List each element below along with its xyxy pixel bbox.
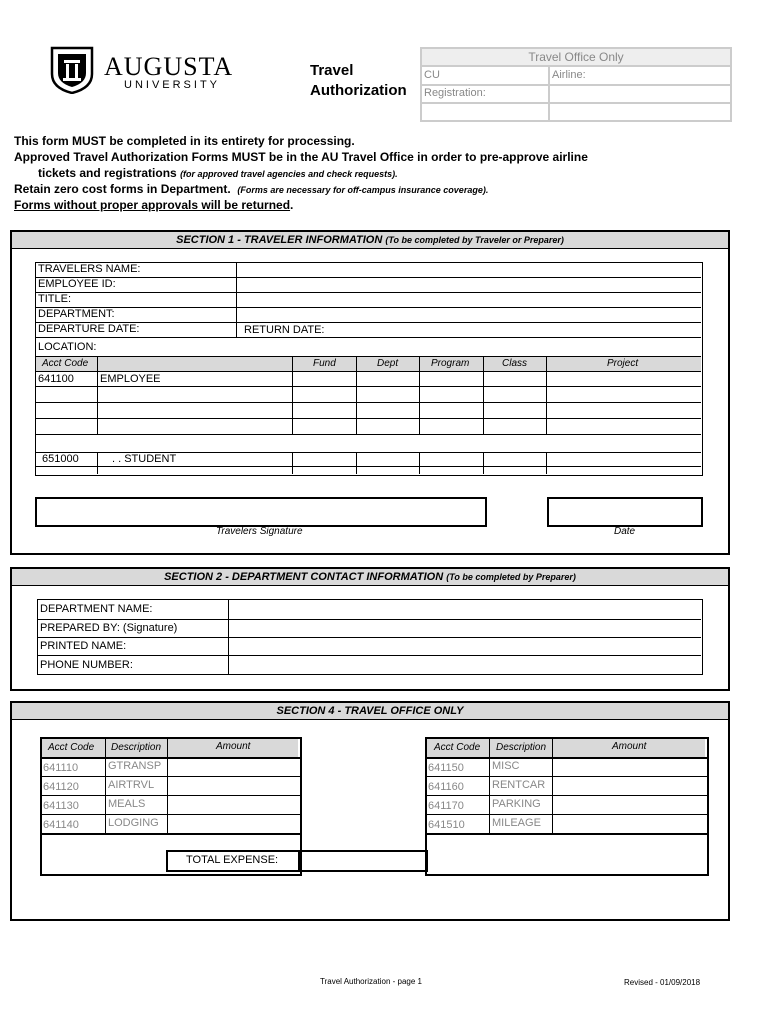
ledger-right-amount-header: Amount bbox=[612, 741, 647, 752]
travel-office-header: Travel Office Only bbox=[422, 49, 730, 65]
instruction-3: tickets and registrations (for approved travel agencies and check requests). bbox=[38, 166, 398, 180]
ledger-left-acct-header: Acct Code bbox=[48, 742, 95, 753]
instruction-4: Retain zero cost forms in Department. (Forms are necessary for off-campus insurance coverage). bbox=[14, 182, 489, 196]
ledger-desc: MEALS bbox=[108, 798, 146, 810]
acct-code-student: 651000 bbox=[42, 453, 79, 465]
ledger-code: 641110 bbox=[43, 762, 79, 774]
travelers-name-label: TRAVELERS NAME: bbox=[38, 263, 141, 275]
department-name-label: DEPARTMENT NAME: bbox=[40, 603, 153, 615]
instruction-1: This form MUST be completed in its entirety for processing. bbox=[14, 134, 355, 148]
page-footer: Travel Authorization - page 1 bbox=[320, 977, 422, 986]
total-expense-field[interactable] bbox=[300, 852, 424, 870]
ledger-code: 641160 bbox=[428, 781, 464, 793]
ledger-code: 641120 bbox=[43, 781, 79, 793]
ledger-desc: AIRTRVL bbox=[108, 779, 155, 791]
registration-field[interactable]: Registration: bbox=[424, 87, 486, 99]
ledger-desc: PARKING bbox=[492, 798, 541, 810]
program-header: Program bbox=[431, 358, 470, 369]
logo-wordmark: AUGUSTA bbox=[104, 52, 234, 81]
fund-header: Fund bbox=[313, 358, 336, 369]
section-2-header: SECTION 2 - DEPARTMENT CONTACT INFORMATION (To be completed by Preparer) bbox=[12, 569, 728, 586]
phone-number-label: PHONE NUMBER: bbox=[40, 659, 133, 671]
form-title-line1: Travel bbox=[310, 62, 354, 79]
project-header: Project bbox=[607, 358, 639, 369]
instruction-5: Forms without proper approvals will be returned. bbox=[14, 198, 294, 212]
revised-date: Revised - 01/09/2018 bbox=[624, 978, 701, 987]
ledger-left-amount-header: Amount bbox=[216, 741, 251, 752]
prepared-by-label: PREPARED BY: (Signature) bbox=[40, 622, 178, 634]
travelers-signature-label: Travelers Signature bbox=[216, 526, 303, 537]
ledger-left-desc-header: Description bbox=[111, 742, 162, 753]
date-label: Date bbox=[614, 526, 636, 537]
title-label: TITLE: bbox=[38, 293, 72, 305]
ledger-desc: GTRANSP bbox=[108, 760, 162, 772]
cu-field[interactable]: CU bbox=[424, 69, 440, 81]
dept-header: Dept bbox=[377, 358, 399, 369]
ledger-right-acct-header: Acct Code bbox=[434, 742, 481, 753]
ledger-code: 641150 bbox=[428, 762, 464, 774]
ledger-desc: MILEAGE bbox=[492, 817, 541, 829]
department-label: DEPARTMENT: bbox=[38, 308, 115, 320]
logo-subtitle: UNIVERSITY bbox=[124, 79, 221, 91]
class-header: Class bbox=[502, 358, 528, 369]
acct-code-employee: 641100 bbox=[38, 373, 74, 385]
ledger-code: 641510 bbox=[428, 819, 465, 831]
printed-name-label: PRINTED NAME: bbox=[40, 640, 127, 652]
instruction-2: Approved Travel Authorization Forms MUST be in the AU Travel Office in order to pre-approve airline bbox=[14, 150, 588, 164]
travel-office-box bbox=[420, 47, 732, 122]
ledger-desc: MISC bbox=[492, 760, 520, 772]
augusta-logo-shield-icon bbox=[50, 46, 94, 94]
acct-code-header: Acct Code bbox=[42, 358, 89, 369]
signature-date-field[interactable] bbox=[547, 497, 703, 527]
airline-field[interactable]: Airline: bbox=[552, 69, 586, 81]
ledger-code: 641170 bbox=[428, 800, 464, 812]
section-4-header: SECTION 4 - TRAVEL OFFICE ONLY bbox=[12, 703, 728, 720]
ledger-code: 641140 bbox=[43, 819, 79, 831]
ledger-right-desc-header: Description bbox=[496, 742, 547, 753]
employee-id-label: EMPLOYEE ID: bbox=[38, 278, 116, 290]
acct-desc-employee: EMPLOYEE bbox=[100, 373, 161, 385]
departure-date-label: DEPARTURE DATE: bbox=[38, 323, 140, 335]
ledger-desc: LODGING bbox=[108, 817, 159, 829]
form-title-line2: Authorization bbox=[310, 82, 407, 99]
total-expense-label: TOTAL EXPENSE: bbox=[186, 854, 279, 866]
ledger-code: 641130 bbox=[43, 800, 79, 812]
ledger-desc: RENTCAR bbox=[492, 779, 546, 791]
acct-desc-student: . . STUDENT bbox=[112, 453, 177, 465]
travelers-signature-field[interactable] bbox=[35, 497, 487, 527]
return-date-label: RETURN DATE: bbox=[244, 324, 325, 336]
section-1-header: SECTION 1 - TRAVELER INFORMATION (To be completed by Traveler or Preparer) bbox=[12, 232, 728, 249]
location-label: LOCATION: bbox=[38, 341, 97, 353]
